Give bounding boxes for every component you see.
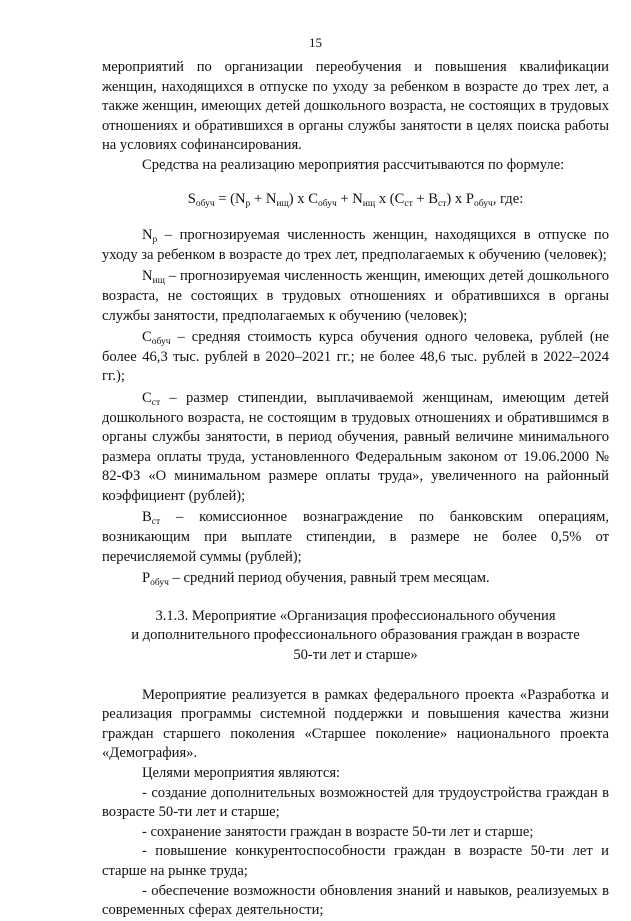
intro-paragraph: мероприятий по организации переобучения и повышения квалификации женщин, находящихся в отпуске по уходу за ребенком в возрасте до трех лет, а также женщин, имеющих детей дошкольного возраста, не состоящих в трудовых отношениях и обратившихся в органы службы занятости в целях поиска работы на условиях софинансирования. bbox=[102, 59, 609, 154]
list-item: - сохранение занятости граждан в возрасте 50-ти лет и старше; bbox=[142, 823, 534, 840]
variable-nisch: $N_{ищ}$ – прогнозируемая численность женщин, имеющих детей дошкольного возраста, не состоящих в трудовых отношениях и обратившихся в органы службы занятости, предполагаемых к обучению (человек); bbox=[102, 268, 609, 324]
formula-intro: Средства на реализацию мероприятия рассчитываются по формуле: bbox=[142, 156, 565, 173]
variable-np: $N_р$ – прогнозируемая численность женщин, находящихся в отпуске по уходу за ребенком в возрасте до трех лет, предполагаемых к обучению (человек); bbox=[102, 227, 609, 263]
list-item: - повышение конкурентоспособности граждан в возрасте 50-ти лет и старше на рынке труда; bbox=[102, 843, 609, 879]
section-heading: 3.1.3. Мероприятие «Организация профессионального обучения и дополнительного профессионального образования граждан в возрасте 50-ти лет и старше» bbox=[131, 607, 580, 664]
formula: $S_{обуч} = (N_р + N_{ищ})$ x $C_{обуч} + N_{ищ}$ x $(C_{ст} + B_{ст})$ x $P_{обуч}$, где: bbox=[187, 190, 524, 209]
list-item: - создание дополнительных возможностей для трудоустройства граждан в возрасте 50-ти лет и старше; bbox=[102, 784, 609, 821]
document-body bbox=[102, 58, 609, 921]
variable-pobuch: $P_{обуч}$ – средний период обучения, равный трем месяцам. bbox=[142, 570, 490, 589]
goals-intro: Целями мероприятия являются: bbox=[142, 765, 341, 781]
list-item: - обеспечение возможности обновления знаний и навыков, реализуемых в современных сферах деятельности; bbox=[102, 882, 609, 919]
page-number: 15 bbox=[309, 35, 322, 50]
section-intro: Мероприятие реализуется в рамках федерального проекта «Разработка и реализация программы системной поддержки и повышения качества жизни граждан старшего поколения «Старшее поколение» национального проекта «Демография». bbox=[102, 686, 609, 762]
variable-cobuch: $C_{обуч}$ – средняя стоимость курса обучения одного человека, рублей (не более 46,3 тыс. рублей в 2020–2021 гг.; не более 48,6 тыс. рублей в 2022–2024 гг.); bbox=[102, 329, 609, 385]
variable-cst: $C_{ст}$ – размер стипендии, выплачиваемой женщинам, имеющим детей дошкольного возраста, не состоящим в трудовых отношениях и обратившимся в органы службы занятости, в период обучения, равный величине минимального размера оплаты труда, установленного Федеральным законом от 19.06.2000 № 82-ФЗ «О минимальном размере оплаты труда», увеличенного на районный коэффициент (рублей); bbox=[102, 389, 609, 504]
variable-bst: $B_{ст}$ – комиссионное вознаграждение по банковским операциям, возникающим при выплате стипендии, в размере не более 0,5% от перечисляемой суммы (рублей); bbox=[102, 509, 609, 565]
